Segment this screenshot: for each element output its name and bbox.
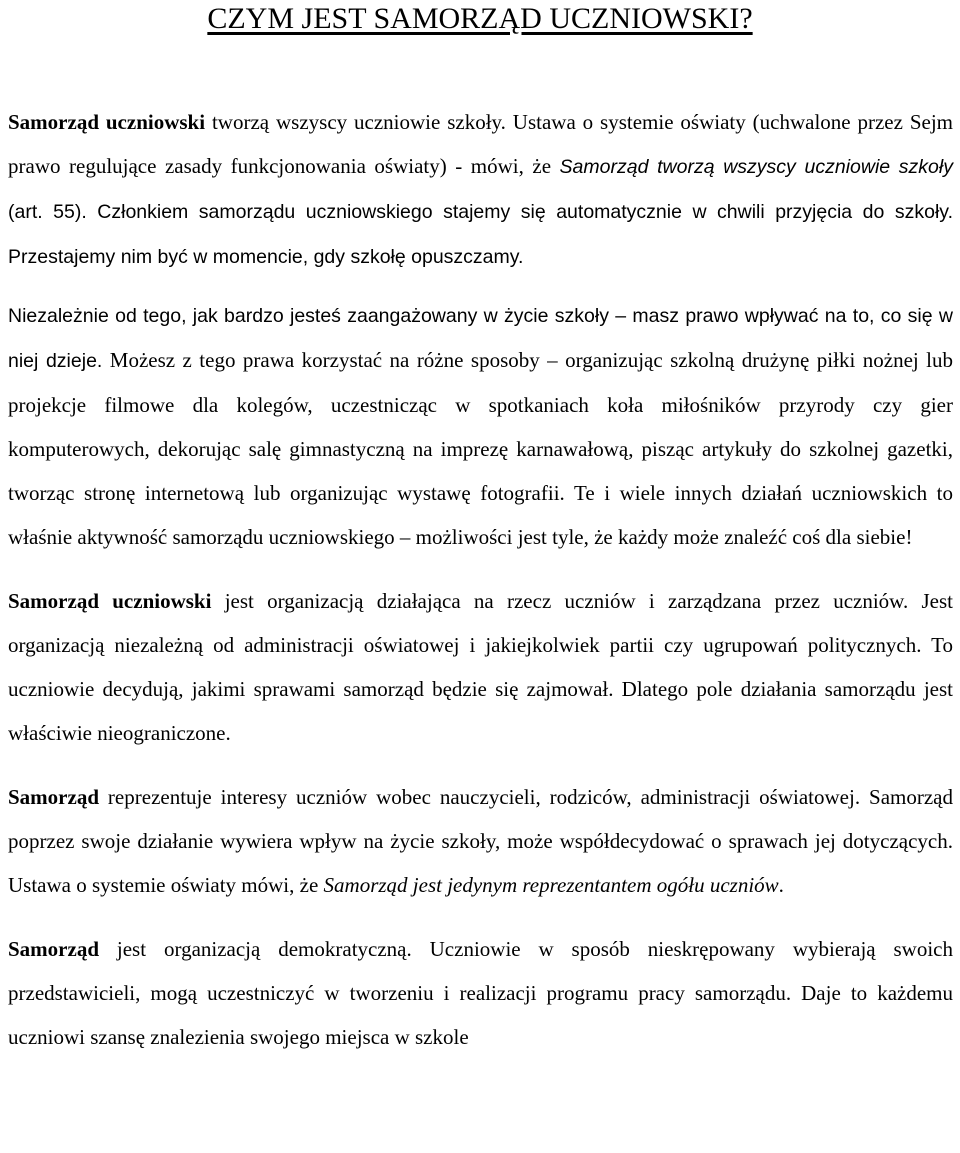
document-body [8,100,953,1059]
paragraph-text: jest organizacją demokratyczną. Uczniowie w sposób nieskrępowany wybierają swoich przedstawicieli, mogą uczestniczyć w tworzeniu i realizacji programu pracy samorządu. Daje to każdemu uczniowi szansę znalezienia swojego miejsca w szkole [8,937,953,1049]
paragraph-text: Możesz z tego prawa korzystać na różne sposoby – organizując szkolną drużynę piłki nożnej lub projekcje filmowe dla kolegów, uczestnicząc w spotkaniach koła miłośników przyrody czy gier komputerowych, dekorując salę gimnastyczną na imprezę karnawałową, pisząc artykuły do szkolnej gazetki, tworząc stronę internetową lub organizując wystawę fotografii. Te i wiele innych działań uczniowskich to właśnie aktywność samorządu uczniowskiego – możliwości jest tyle, że każdy może znaleźć coś dla siebie! [8,348,954,549]
bold-term: Samorząd [8,937,99,961]
bold-term: Samorząd uczniowski [8,589,212,613]
italic-quote: Samorząd jest jedynym reprezentantem ogółu uczniów [323,873,779,897]
paragraph-text: reprezentuje interesy uczniów wobec nauczycieli, rodziców, administracji oświatowej. Samorząd poprzez swoje działanie wywiera wpływ na życie szkoły, może współdecydować o sprawach jej dotyczących. Ustawa o systemie oświaty mówi, że [8,785,953,897]
page-title: CZYM JEST SAMORZĄD UCZNIOWSKI? [207,2,753,35]
paragraph-text: Niezależnie od tego, jak bardzo jesteś zaangażowany w życie szkoły – masz prawo wpływać na to, co się w niej dzieje. [8,305,953,372]
bold-term: Samorząd uczniowski [8,110,206,134]
paragraph-4 [8,775,953,907]
paragraph-text: jest organizacją działająca na rzecz uczniów i zarządzana przez uczniów. Jest organizacją niezależną od administracji oświatowej i jakiejkolwiek partii czy ugrupowań politycznych. To uczniowie decydują, jakimi sprawami samorząd będzie się zajmował. Dlatego pole działania samorządu jest właściwie nieograniczone. [8,589,953,745]
paragraph-text: . [778,873,784,897]
paragraph-3 [8,579,953,755]
paragraph-text: tworzą wszyscy uczniowie szkoły. Ustawa o systemie oświaty (uchwalone przez Sejm prawo regulujące zasady funkcjonowania oświaty) - mówi, że [8,110,953,178]
bold-term: Samorząd [8,785,99,809]
paragraph-5 [8,927,953,1059]
paragraph-text: (art. 55). Członkiem samorządu uczniowskiego stajemy się automatycznie w chwili przyjęcia do szkoły. Przestajemy nim być w momencie, gdy szkołę opuszczamy. [8,201,953,268]
paragraph-1 [8,100,953,279]
paragraph-2 [8,293,953,559]
italic-quote: Samorząd tworzą wszyscy uczniowie szkoły [559,156,953,178]
